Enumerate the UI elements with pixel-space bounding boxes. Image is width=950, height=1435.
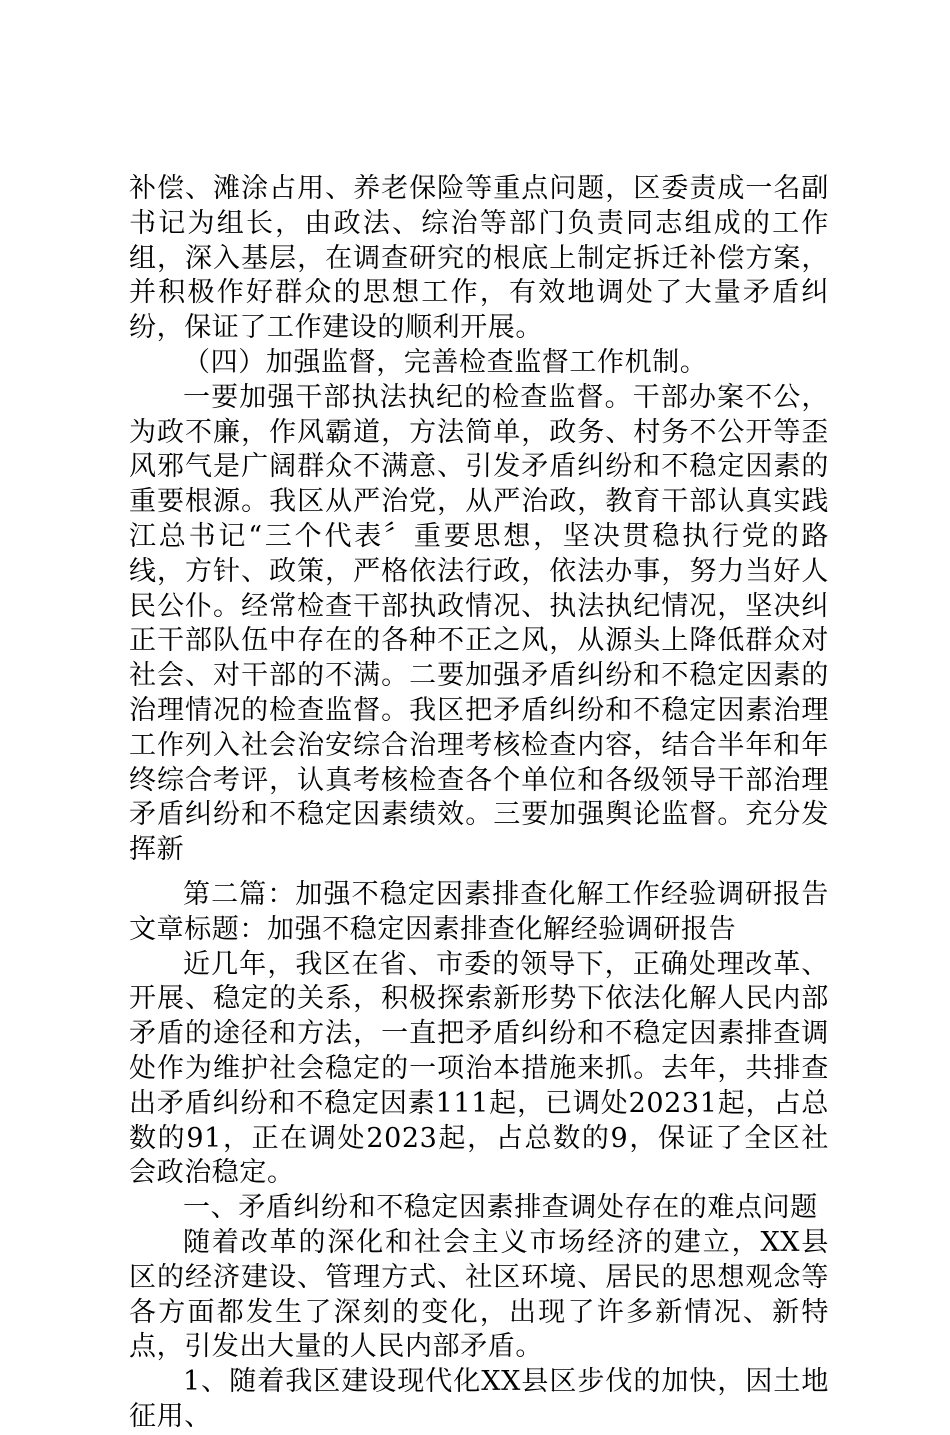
- paragraph-reform: 随着改革的深化和社会主义市场经济的建立，XX县区的经济建设、管理方式、社区环境、居民的思想观念等各方面都发生了深刻的变化，出现了许多新情况、新特点，引发出大量的人民内部矛盾。: [129, 1226, 829, 1363]
- section-heading-one: 一、矛盾纠纷和不稳定因素排查调处存在的难点问题: [183, 1192, 818, 1224]
- chapter-two-title: 第二篇：加强不稳定因素排查化解工作经验调研报告文章标题：加强不稳定因素排查化解经验调研报告: [129, 878, 829, 945]
- paragraph-intro: 近几年，我区在省、市委的领导下，正确处理改革、开展、稳定的关系，积极探索新形势下依法化解人民内部矛盾的途径和方法，一直把矛盾纠纷和不稳定因素排查调处作为维护社会稳定的一项治本措施来抓。去年，共排查出矛盾纠纷和不稳定因素111起，已调处20231起，占总数的91，正在调处2023起，占总数的9，保证了全区社会政治稳定。: [129, 948, 829, 1189]
- paragraph-continuation: 补偿、滩涂占用、养老保险等重点问题，区委责成一名副书记为组长，由政法、综治等部门负责同志组成的工作组，深入基层，在调查研究的根底上制定拆迁补偿方案，并积极作好群众的思想工作，有效地调处了大量矛盾纠纷，保证了工作建设的顺利开展。: [129, 173, 829, 344]
- paragraph-item-one: 1、随着我区建设现代化XX县区步伐的加快，因土地征用、: [129, 1366, 829, 1432]
- paragraph-supervision: 一要加强干部执法执纪的检查监督。干部办案不公，为政不廉，作风霸道，方法简单，政务、村务不公开等歪风邪气是广阔群众不满意、引发矛盾纠纷和不稳定因素的重要根源。我区从严治党，从严治政，教育干部认真实践江总书记“三个代表〞重要思想，坚决贯稳执行党的路线，方针、政策，严格依法行政，依法办事，努力当好人民公仆。经常检查干部执政情况、执法执纪情况，坚决纠正干部队伍中存在的各种不正之风，从源头上降低群众对社会、对干部的不满。二要加强矛盾纠纷和不稳定因素的治理情况的检查监督。我区把矛盾纠纷和不稳定因素治理工作列入社会治安综合治理考核检查内容，结合半年和年终综合考评，认真考核检查各个单位和各级领导干部治理矛盾纠纷和不稳定因素绩效。三要加强舆论监督。充分发挥新: [129, 381, 829, 866]
- section-heading-four: （四）加强监督，完善检查监督工作机制。: [183, 346, 708, 378]
- document-body: [129, 172, 829, 1435]
